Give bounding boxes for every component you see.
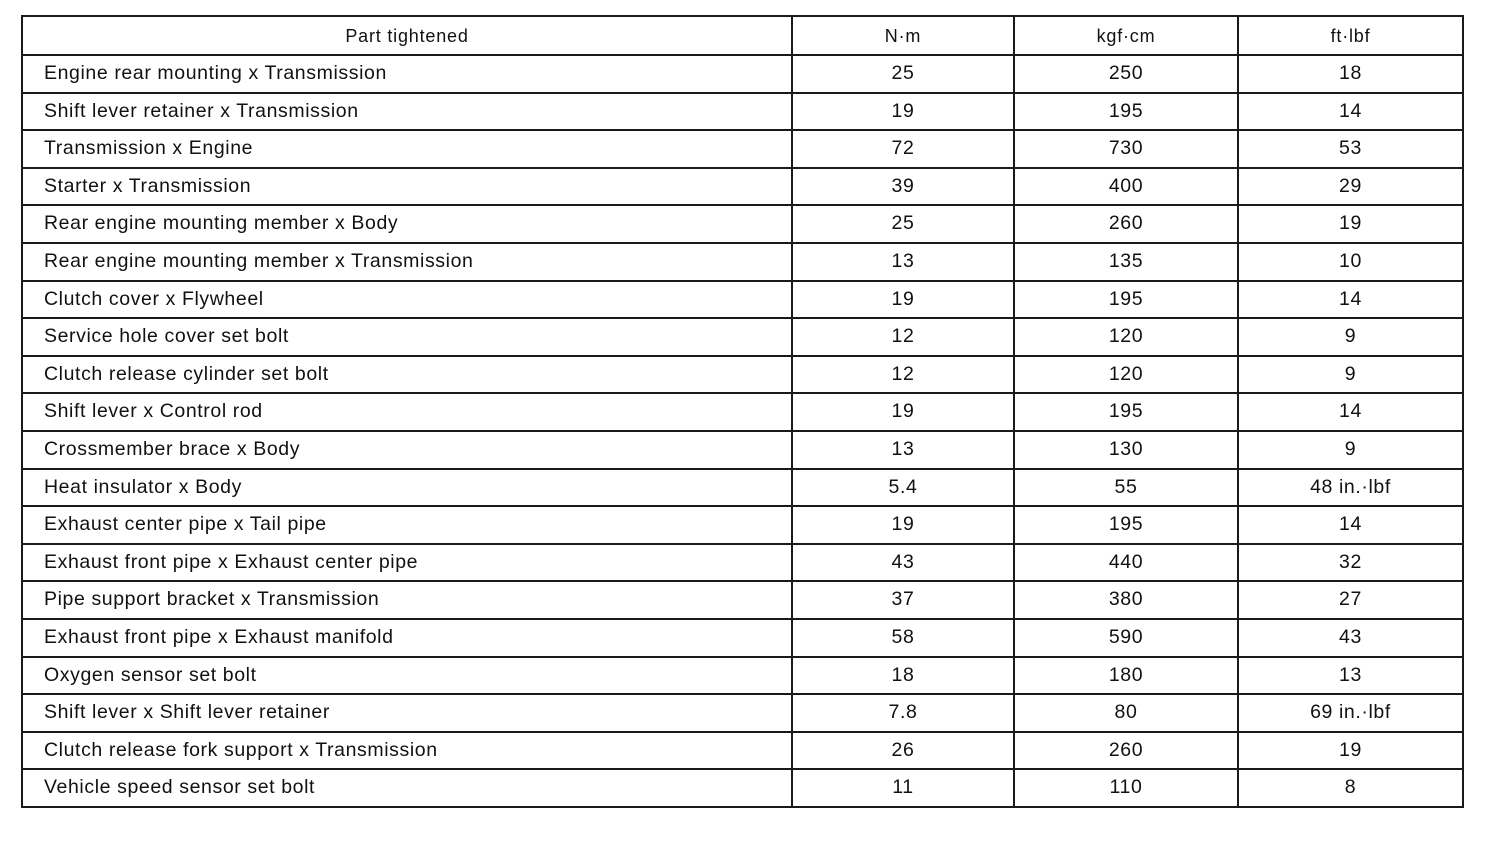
cell-nm: 19 [792,506,1014,544]
table-row [22,619,1463,657]
table-row [22,281,1463,319]
cell-nm: 11 [792,769,1014,807]
cell-kgf-cm: 195 [1014,506,1238,544]
table-row [22,544,1463,582]
cell-part-tightened: Clutch release cylinder set bolt [22,356,792,394]
cell-part-tightened: Rear engine mounting member x Body [22,205,792,243]
cell-ft-lbf: 53 [1238,130,1463,168]
cell-kgf-cm: 195 [1014,393,1238,431]
cell-kgf-cm: 250 [1014,55,1238,93]
cell-part-tightened: Clutch release fork support x Transmission [22,732,792,770]
cell-part-tightened: Service hole cover set bolt [22,318,792,356]
cell-ft-lbf: 9 [1238,318,1463,356]
header-part-tightened: Part tightened [22,16,792,55]
cell-part-tightened: Exhaust center pipe x Tail pipe [22,506,792,544]
cell-ft-lbf: 48 in.·lbf [1238,469,1463,507]
cell-kgf-cm: 380 [1014,581,1238,619]
cell-nm: 7.8 [792,694,1014,732]
cell-kgf-cm: 400 [1014,168,1238,206]
cell-kgf-cm: 260 [1014,205,1238,243]
cell-kgf-cm: 180 [1014,657,1238,695]
table-row [22,769,1463,807]
cell-kgf-cm: 80 [1014,694,1238,732]
cell-ft-lbf: 69 in.·lbf [1238,694,1463,732]
cell-kgf-cm: 120 [1014,318,1238,356]
cell-part-tightened: Crossmember brace x Body [22,431,792,469]
cell-nm: 43 [792,544,1014,582]
cell-ft-lbf: 29 [1238,168,1463,206]
header-ft-lbf: ft·lbf [1238,16,1463,55]
table-row [22,93,1463,131]
cell-part-tightened: Exhaust front pipe x Exhaust center pipe [22,544,792,582]
cell-ft-lbf: 43 [1238,619,1463,657]
cell-part-tightened: Exhaust front pipe x Exhaust manifold [22,619,792,657]
cell-ft-lbf: 32 [1238,544,1463,582]
cell-ft-lbf: 14 [1238,281,1463,319]
cell-part-tightened: Clutch cover x Flywheel [22,281,792,319]
cell-nm: 13 [792,243,1014,281]
cell-ft-lbf: 14 [1238,506,1463,544]
table-row [22,469,1463,507]
cell-nm: 18 [792,657,1014,695]
table-row [22,506,1463,544]
table-row [22,55,1463,93]
table-row [22,168,1463,206]
cell-nm: 12 [792,356,1014,394]
cell-ft-lbf: 19 [1238,205,1463,243]
cell-part-tightened: Pipe support bracket x Transmission [22,581,792,619]
cell-kgf-cm: 120 [1014,356,1238,394]
table-row [22,581,1463,619]
table-header [22,16,1463,55]
cell-kgf-cm: 730 [1014,130,1238,168]
cell-kgf-cm: 130 [1014,431,1238,469]
cell-ft-lbf: 8 [1238,769,1463,807]
cell-nm: 25 [792,205,1014,243]
header-nm: N·m [792,16,1014,55]
cell-nm: 12 [792,318,1014,356]
cell-part-tightened: Starter x Transmission [22,168,792,206]
cell-part-tightened: Transmission x Engine [22,130,792,168]
cell-kgf-cm: 195 [1014,281,1238,319]
table-body [22,55,1463,807]
cell-ft-lbf: 9 [1238,431,1463,469]
table-row [22,732,1463,770]
cell-ft-lbf: 9 [1238,356,1463,394]
cell-nm: 72 [792,130,1014,168]
table-row [22,318,1463,356]
table-row [22,130,1463,168]
cell-kgf-cm: 110 [1014,769,1238,807]
cell-ft-lbf: 18 [1238,55,1463,93]
header-row [22,16,1463,55]
cell-part-tightened: Shift lever retainer x Transmission [22,93,792,131]
cell-nm: 19 [792,393,1014,431]
cell-part-tightened: Rear engine mounting member x Transmission [22,243,792,281]
torque-spec-table [21,15,1464,808]
table-row [22,243,1463,281]
table-row [22,431,1463,469]
cell-kgf-cm: 590 [1014,619,1238,657]
cell-ft-lbf: 13 [1238,657,1463,695]
cell-part-tightened: Shift lever x Control rod [22,393,792,431]
cell-kgf-cm: 135 [1014,243,1238,281]
table-row [22,356,1463,394]
table-row [22,393,1463,431]
cell-kgf-cm: 260 [1014,732,1238,770]
table-row [22,694,1463,732]
cell-ft-lbf: 19 [1238,732,1463,770]
cell-nm: 5.4 [792,469,1014,507]
cell-nm: 39 [792,168,1014,206]
cell-ft-lbf: 27 [1238,581,1463,619]
cell-part-tightened: Oxygen sensor set bolt [22,657,792,695]
header-kgf-cm: kgf·cm [1014,16,1238,55]
cell-nm: 58 [792,619,1014,657]
cell-nm: 25 [792,55,1014,93]
cell-ft-lbf: 10 [1238,243,1463,281]
cell-nm: 19 [792,93,1014,131]
cell-nm: 26 [792,732,1014,770]
table-row [22,657,1463,695]
cell-part-tightened: Heat insulator x Body [22,469,792,507]
cell-ft-lbf: 14 [1238,393,1463,431]
table-row [22,205,1463,243]
cell-kgf-cm: 440 [1014,544,1238,582]
cell-kgf-cm: 55 [1014,469,1238,507]
cell-part-tightened: Vehicle speed sensor set bolt [22,769,792,807]
cell-nm: 13 [792,431,1014,469]
cell-part-tightened: Engine rear mounting x Transmission [22,55,792,93]
cell-kgf-cm: 195 [1014,93,1238,131]
cell-part-tightened: Shift lever x Shift lever retainer [22,694,792,732]
cell-nm: 19 [792,281,1014,319]
cell-nm: 37 [792,581,1014,619]
cell-ft-lbf: 14 [1238,93,1463,131]
